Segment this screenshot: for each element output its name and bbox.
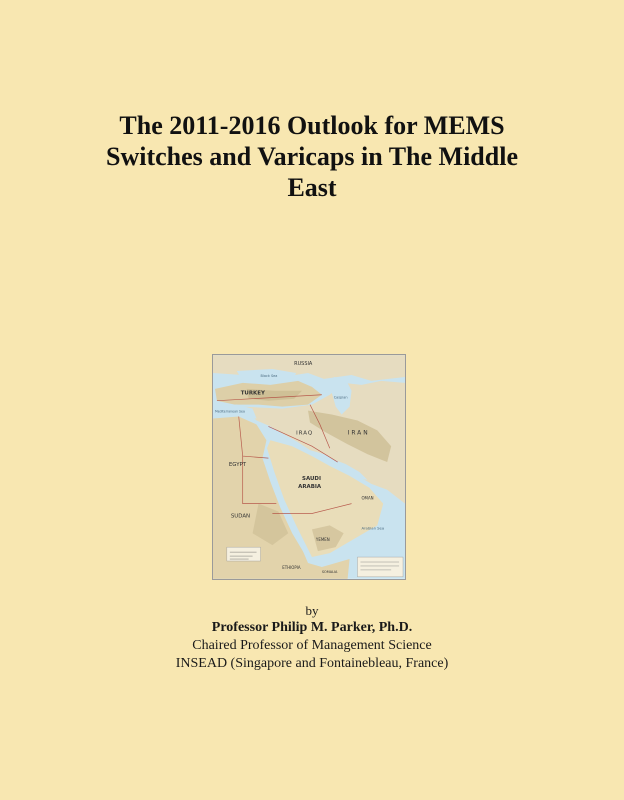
middle-east-map-icon <box>212 354 406 580</box>
label-turkey: TURKEY <box>240 390 265 397</box>
label-arabian-sea: Arabian Sea <box>361 526 385 531</box>
label-ethiopia: ETHIOPIA <box>282 564 301 570</box>
label-med-sea: Mediterranean Sea <box>214 409 245 414</box>
label-iraq: IRAQ <box>296 430 314 437</box>
label-yemen: YEMEN <box>315 537 330 543</box>
label-egypt: EGYPT <box>228 462 247 469</box>
book-title: The 2011-2016 Outlook for MEMS Switches and Varicaps in The Middle East <box>105 111 518 202</box>
map-graphic <box>213 355 405 579</box>
label-saudi: SAUDI <box>302 475 321 482</box>
by-label: by <box>305 603 319 618</box>
label-iran: IRAN <box>347 429 370 437</box>
author-institution: INSEAD (Singapore and Fontainebleau, France) <box>175 656 449 671</box>
label-oman: OMAN <box>361 495 374 501</box>
author-name: Professor Philip M. Parker, Ph.D. <box>211 620 413 635</box>
map-inset <box>357 557 403 577</box>
label-sudan: SUDAN <box>230 513 251 520</box>
map-legend <box>227 547 261 561</box>
label-black-sea: Black Sea <box>260 373 278 378</box>
author-position: Chaired Professor of Management Science <box>192 638 432 653</box>
label-russia: RUSSIA <box>294 361 313 368</box>
author-byline <box>40 603 584 673</box>
label-somalia: SOMALIA <box>321 569 338 574</box>
label-caspian: Caspian <box>333 395 348 400</box>
label-arabia: ARABIA <box>298 483 322 490</box>
